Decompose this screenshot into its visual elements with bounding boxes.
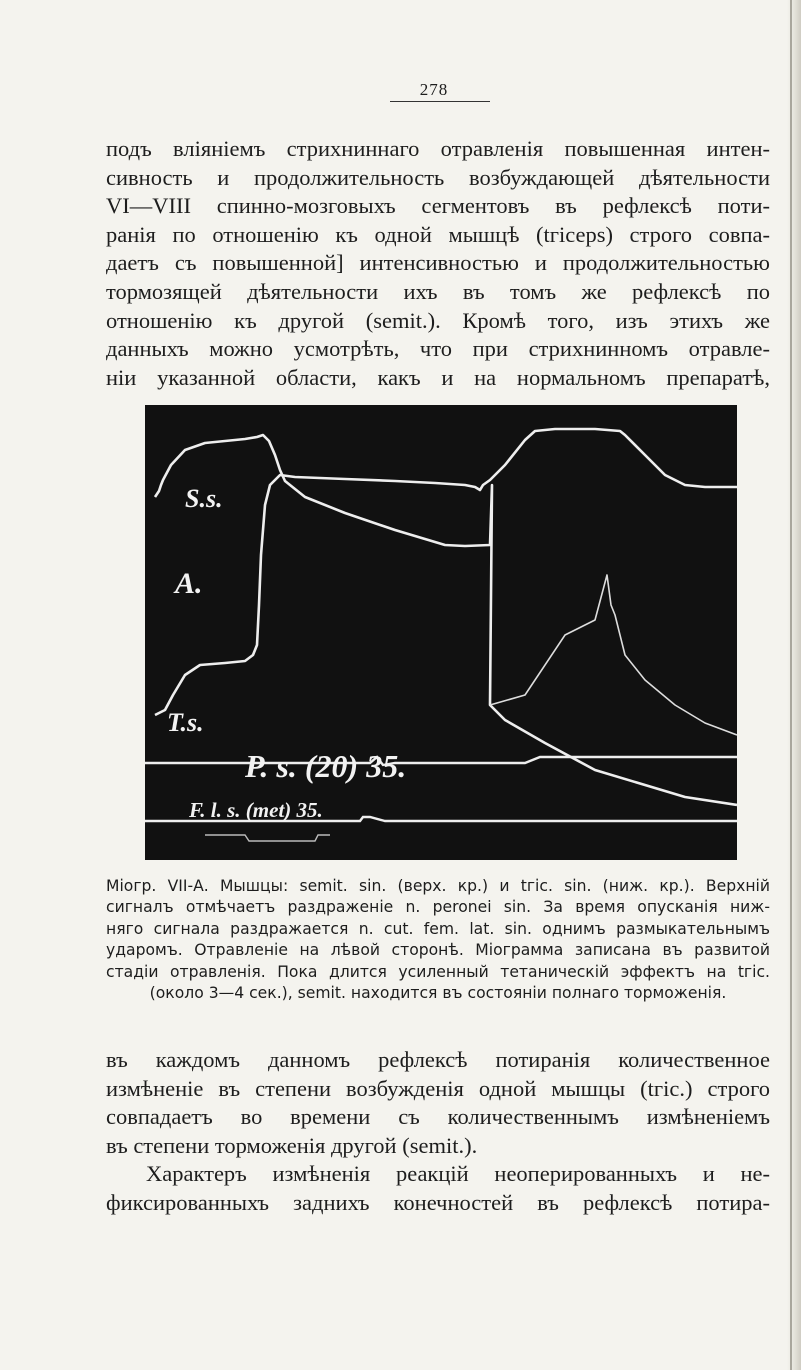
text-line: въ каждомъ данномъ рефлексѣ потиранія количественное (106, 1047, 770, 1072)
label-ps: P. s. (20) 35. (245, 748, 407, 784)
label-ss: S.s. (185, 484, 223, 513)
caption-line: Міогр. VII-А. Мышцы: ѕеmіt. ѕіn. (верх. кр.) и tгіc. ѕіn. (ниж. кр.). Верхній (106, 877, 770, 895)
page-edge-line (790, 0, 792, 1370)
myogram-figure (145, 405, 737, 860)
secondary-trace (490, 575, 737, 735)
tric-trace (155, 429, 737, 715)
myogram-traces (145, 405, 737, 860)
text-line: VI—VIII спинно-мозговыхъ сегментовъ въ рефлексѣ поти- (106, 193, 770, 219)
caption-line: ударомъ. Отравленіе на лѣвой сторонѣ. Міограмма записана въ развитой (106, 941, 770, 960)
text-line: даетъ съ повышенной] интенсивностью и продолжительностью (106, 250, 770, 276)
text-line: сивность и продолжительность возбуждающей дѣятельности (106, 164, 770, 190)
semit-trace (155, 435, 737, 805)
label-ts: T.s. (167, 708, 204, 737)
figure-caption (106, 876, 770, 1004)
caption-line: стадіи отравленія. Пока длится усиленный тетаническій эффектъ на tгіc. (106, 962, 770, 981)
lower-signal-step (205, 835, 330, 841)
text-line: фиксированныхъ заднихъ конечностей въ рефлексѣ потира- (106, 1189, 770, 1215)
label-a: A. (175, 567, 203, 600)
text-line: подъ вліяніемъ стрихниннаго отравленія повышенная интен- (106, 136, 770, 161)
page-number-rule (390, 101, 490, 102)
caption-line: (около 3—4 сек.), ѕеmіt. находится въ состояніи полнаго торможенія. (149, 984, 727, 1003)
caption-line: сигналъ отмѣчаетъ раздраженіе n. peronei ѕіn. За время опусканія ниж- (106, 898, 770, 917)
text-line: совпадаетъ во времени съ количественнымъ измѣненіемъ (106, 1104, 770, 1130)
text-line: ранія по отношенію къ одной мышцѣ (tгісерѕ) строго совпа- (106, 221, 770, 247)
paragraph-top (106, 135, 770, 392)
page-number: 278 (419, 80, 449, 99)
text-line: ніи указанной области, какъ и на нормальномъ препаратѣ, (106, 364, 770, 390)
caption-line: няго сигнала раздражается n. cut. fem. lat. ѕіn. однимъ размыкательнымъ (106, 919, 770, 938)
text-line: отношенію къ другой (ѕеmіt.). Кромѣ того, изъ этихъ же (106, 307, 770, 333)
paragraph-bottom (106, 1046, 770, 1218)
text-line: въ степени торможенія другой (ѕеmіt.). (106, 1132, 478, 1158)
text-line: Характеръ измѣненія реакцій неоперированныхъ и не- (146, 1161, 770, 1187)
text-line: измѣненіе въ степени возбужденія одной мышцы (tгіc.) строго (106, 1075, 770, 1101)
text-line: данныхъ можно усмотрѣть, что при стрихнинномъ отравле- (106, 336, 770, 362)
label-fls: F. l. s. (met) 35. (189, 798, 323, 822)
text-line: тормозящей дѣятельности ихъ въ томъ же рефлексѣ по (106, 278, 770, 304)
upper-signal-line (145, 757, 737, 765)
